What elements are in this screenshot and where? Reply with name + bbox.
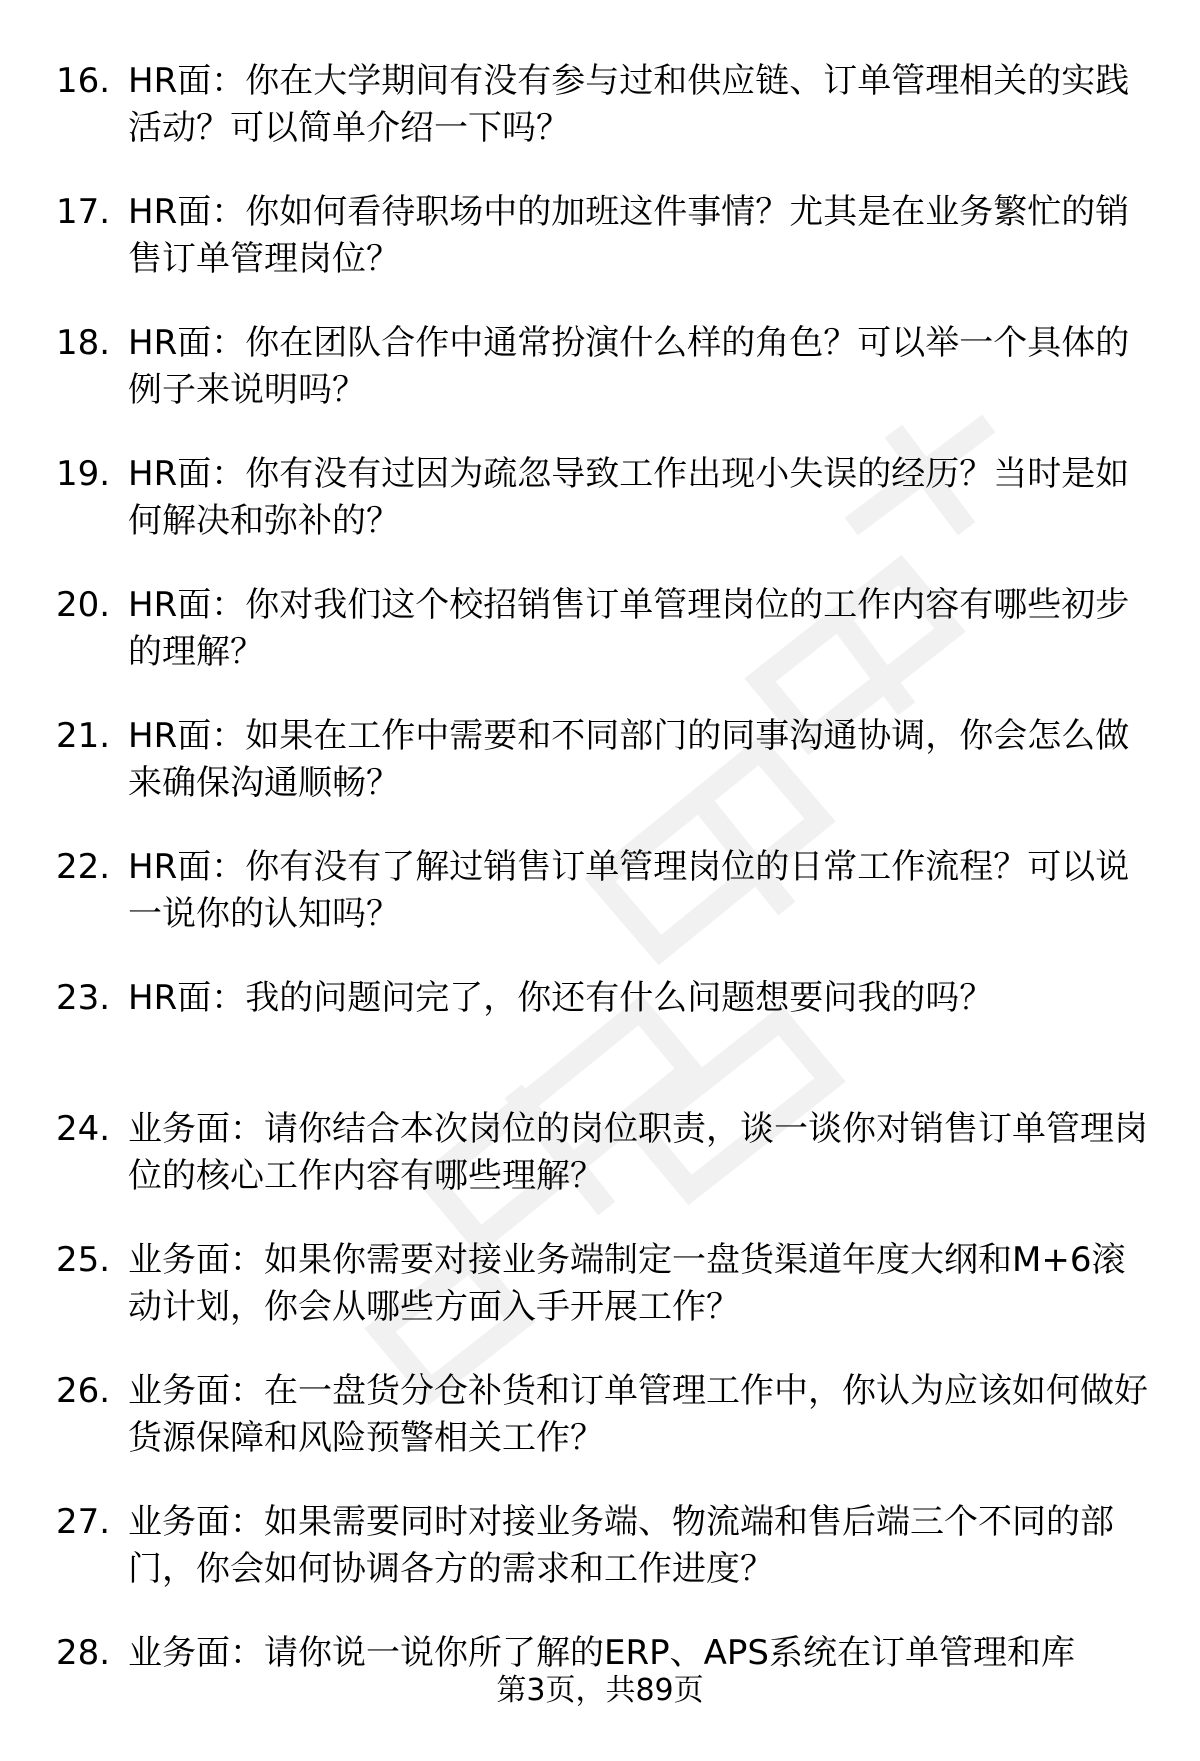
question-number: 19. <box>56 454 111 494</box>
question-number: 26. <box>56 1371 111 1411</box>
question-number: 28. <box>56 1633 111 1673</box>
question-text: HR面：你在团队合作中通常扮演什么样的角色？可以举一个具体的例子来说明吗？ <box>128 323 1130 410</box>
question-number: 22. <box>56 847 111 887</box>
question-item <box>0 582 1200 713</box>
question-item <box>0 844 1200 975</box>
question-item <box>0 713 1200 844</box>
question-text: 业务面：请你说一说你所了解的ERP、APS系统在订单管理和库 <box>128 1633 1075 1673</box>
question-text: 业务面：请你结合本次岗位的岗位职责，谈一谈你对销售订单管理岗位的核心工作内容有哪些理解？ <box>128 1109 1148 1196</box>
question-text: HR面：你对我们这个校招销售订单管理岗位的工作内容有哪些初步的理解？ <box>128 585 1130 672</box>
question-number: 21. <box>56 716 111 756</box>
question-text: HR面：如果在工作中需要和不同部门的同事沟通协调，你会怎么做来确保沟通顺畅？ <box>128 716 1130 803</box>
question-list <box>0 58 1200 1761</box>
question-item <box>0 58 1200 189</box>
question-text: HR面：你有没有了解过销售订单管理岗位的日常工作流程？可以说一说你的认知吗？ <box>128 847 1130 934</box>
question-item <box>0 1499 1200 1630</box>
question-item <box>0 1237 1200 1368</box>
question-item <box>0 189 1200 320</box>
page-footer: 第3页，共89页 <box>496 1673 704 1708</box>
question-text: 业务面：在一盘货分仓补货和订单管理工作中，你认为应该如何做好货源保障和风险预警相关工作？ <box>128 1371 1148 1458</box>
question-number: 25. <box>56 1240 111 1280</box>
question-text: HR面：你如何看待职场中的加班这件事情？尤其是在业务繁忙的销售订单管理岗位？ <box>128 192 1130 279</box>
question-item <box>0 975 1200 1106</box>
question-item <box>0 1106 1200 1237</box>
question-item <box>0 451 1200 582</box>
question-text: 业务面：如果需要同时对接业务端、物流端和售后端三个不同的部门，你会如何协调各方的需求和工作进度？ <box>128 1502 1114 1589</box>
question-text: HR面：你在大学期间有没有参与过和供应链、订单管理相关的实践活动？可以简单介绍一下吗？ <box>128 61 1130 148</box>
question-number: 23. <box>56 978 111 1018</box>
question-item <box>0 1368 1200 1499</box>
question-item <box>0 320 1200 451</box>
question-number: 16. <box>56 61 111 101</box>
question-number: 20. <box>56 585 111 625</box>
question-number: 18. <box>56 323 111 363</box>
question-number: 17. <box>56 192 111 232</box>
question-text: HR面：你有没有过因为疏忽导致工作出现小失误的经历？当时是如何解决和弥补的？ <box>128 454 1130 541</box>
question-text: HR面：我的问题问完了，你还有什么问题想要问我的吗？ <box>128 978 994 1018</box>
question-number: 27. <box>56 1502 111 1542</box>
question-text: 业务面：如果你需要对接业务端制定一盘货渠道年度大纲和M+6滚动计划，你会从哪些方面入手开展工作？ <box>128 1240 1126 1327</box>
question-number: 24. <box>56 1109 111 1149</box>
